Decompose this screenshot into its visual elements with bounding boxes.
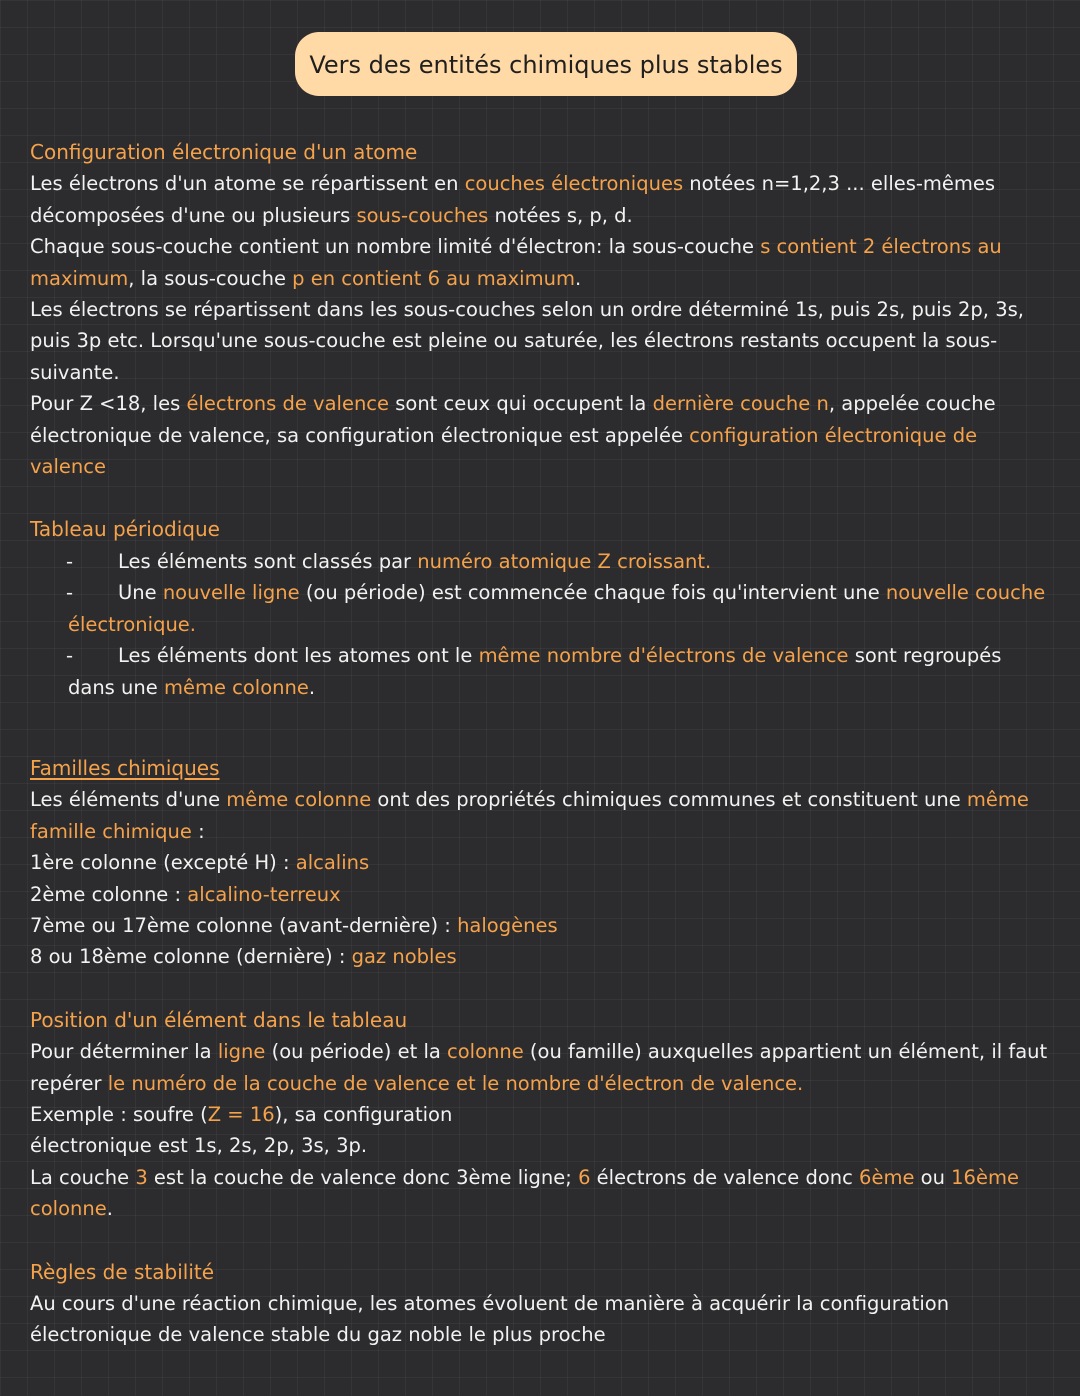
paragraph: électronique est 1s, 2s, 2p, 3s, 3p. <box>30 1134 368 1158</box>
highlight-text: le numéro de la couche de valence et le nombre d'électron de valence. <box>107 1071 804 1095</box>
highlight-text: p en contient 6 au maximum <box>292 266 575 290</box>
text: Pour déterminer la <box>30 1040 218 1064</box>
highlight-text: ligne <box>217 1040 266 1064</box>
highlight-text: même colonne <box>163 675 309 699</box>
section-tableau <box>30 514 1050 702</box>
text: (ou période) et la <box>265 1040 448 1064</box>
section-configuration <box>30 137 1050 482</box>
page-title: Vers des entités chimiques plus stables <box>295 32 796 96</box>
section-heading-configuration: Configuration électronique d'un atome <box>30 140 418 164</box>
highlight-text: nouvelle ligne <box>162 581 300 605</box>
paragraph <box>30 1162 1050 1225</box>
text: . <box>308 675 316 699</box>
bullet-dash: - <box>66 549 74 573</box>
highlight-text: s contient 2 électrons au maximum <box>30 235 1002 290</box>
paragraph <box>30 1036 1050 1099</box>
section-heading-familles: Familles chimiques <box>30 755 220 780</box>
text: . <box>574 266 582 290</box>
text: électrons de valence donc <box>590 1165 860 1189</box>
paragraph <box>30 168 1050 231</box>
highlight-text: halogènes <box>457 913 558 937</box>
text: ou <box>914 1165 952 1189</box>
paragraph: Les électrons se répartissent dans les sous-couches selon un ordre déterminé 1s, puis 2s, puis 2p, 3s, puis 3p etc. Lorsqu'une sous-couche est pleine ou saturée, les électrons restants occupent la sous-suivante. <box>30 298 1024 384</box>
paragraph <box>30 231 1050 294</box>
text: Pour Z <18, les <box>30 392 187 416</box>
highlight-text: numéro atomique Z croissant. <box>417 549 712 573</box>
bullet-list <box>30 546 1050 703</box>
text: Une <box>118 581 163 605</box>
highlight-text: configuration électronique de valence <box>30 423 978 479</box>
highlight-text: 3 <box>135 1165 148 1189</box>
document-body <box>30 137 1050 1351</box>
section-familles <box>30 753 1050 973</box>
text: : <box>191 819 205 843</box>
highlight-text: Z = 16 <box>207 1102 275 1126</box>
text: . <box>106 1197 113 1221</box>
text: 1ère colonne (excepté H) : <box>30 851 296 875</box>
paragraph <box>30 388 1050 482</box>
highlight-text: même nombre d'électrons de valence <box>478 644 849 668</box>
text: notées n=1,2,3 ... elles-mêmes décomposées d'une ou plusieurs <box>30 172 996 227</box>
text: Les éléments sont classés par <box>118 549 418 573</box>
highlight-text: alcalins <box>295 851 370 875</box>
family-row <box>30 941 1050 972</box>
section-stabilite <box>30 1257 1050 1351</box>
section-heading-tableau: Tableau périodique <box>30 517 220 542</box>
text: ), sa configuration <box>274 1102 453 1126</box>
text: 8 ou 18ème colonne (dernière) : <box>30 945 352 969</box>
highlight-text: 6 <box>578 1165 591 1189</box>
highlight-text: même colonne <box>226 788 372 812</box>
paragraph <box>30 784 1050 847</box>
text: 2ème colonne : <box>30 882 188 906</box>
family-row <box>30 910 1050 941</box>
text: Exemple : soufre ( <box>30 1102 208 1126</box>
text: est la couche de valence donc 3ème ligne; <box>147 1165 579 1189</box>
section-position <box>30 1005 1050 1225</box>
family-row <box>30 847 1050 878</box>
text: (ou famille) auxquelles appartient un élément, il faut repérer <box>30 1040 1048 1095</box>
text: notées s, p, d. <box>488 203 633 227</box>
bullet-dash: - <box>66 581 74 605</box>
text: Les éléments d'une <box>30 788 227 812</box>
section-heading-position: Position d'un élément dans le tableau <box>30 1007 408 1032</box>
text: (ou période) est commencée chaque fois qu'intervient une <box>299 581 886 605</box>
title-container <box>0 32 1080 96</box>
text: Les électrons d'un atome se répartissent en <box>30 172 465 196</box>
highlight-text: 6ème <box>859 1165 915 1189</box>
highlight-text: colonne <box>447 1040 524 1064</box>
family-row <box>30 879 1050 910</box>
highlight-text: dernière couche n <box>652 392 829 416</box>
list-item <box>68 640 1050 703</box>
text: La couche <box>30 1165 136 1189</box>
text: 7ème ou 17ème colonne (avant-dernière) : <box>30 913 458 937</box>
bullet-dash: - <box>66 644 74 668</box>
highlight-text: couches électroniques <box>464 172 684 196</box>
text: Les éléments dont les atomes ont le <box>118 644 479 668</box>
highlight-text: nouvelle couche électronique. <box>68 581 1046 636</box>
highlight-text: gaz nobles <box>351 945 457 969</box>
text: ont des propriétés chimiques communes et constituent une <box>371 788 967 812</box>
paragraph <box>30 1099 1050 1130</box>
list-item <box>68 546 1050 577</box>
highlight-text: sous-couches <box>356 203 489 227</box>
paragraph: Au cours d'une réaction chimique, les atomes évoluent de manière à acquérir la configuration électronique de valence stable du gaz noble le plus proche <box>30 1292 950 1347</box>
highlight-text: alcalino-terreux <box>187 882 341 906</box>
text: sont ceux qui occupent la <box>389 392 653 416</box>
text: Chaque sous-couche contient un nombre limité d'électron: la sous-couche <box>30 235 761 259</box>
list-item <box>68 577 1050 640</box>
highlight-text: 16ème colonne <box>30 1165 1019 1221</box>
highlight-text: même famille chimique <box>30 788 1029 843</box>
section-heading-stabilite: Règles de stabilité <box>30 1259 215 1284</box>
text: , appelée couche électronique de valence, sa configuration électronique est appelée <box>30 392 996 447</box>
text: sont regroupés dans une <box>68 644 1002 699</box>
highlight-text: électrons de valence <box>186 392 390 416</box>
text: , la sous-couche <box>128 266 293 290</box>
